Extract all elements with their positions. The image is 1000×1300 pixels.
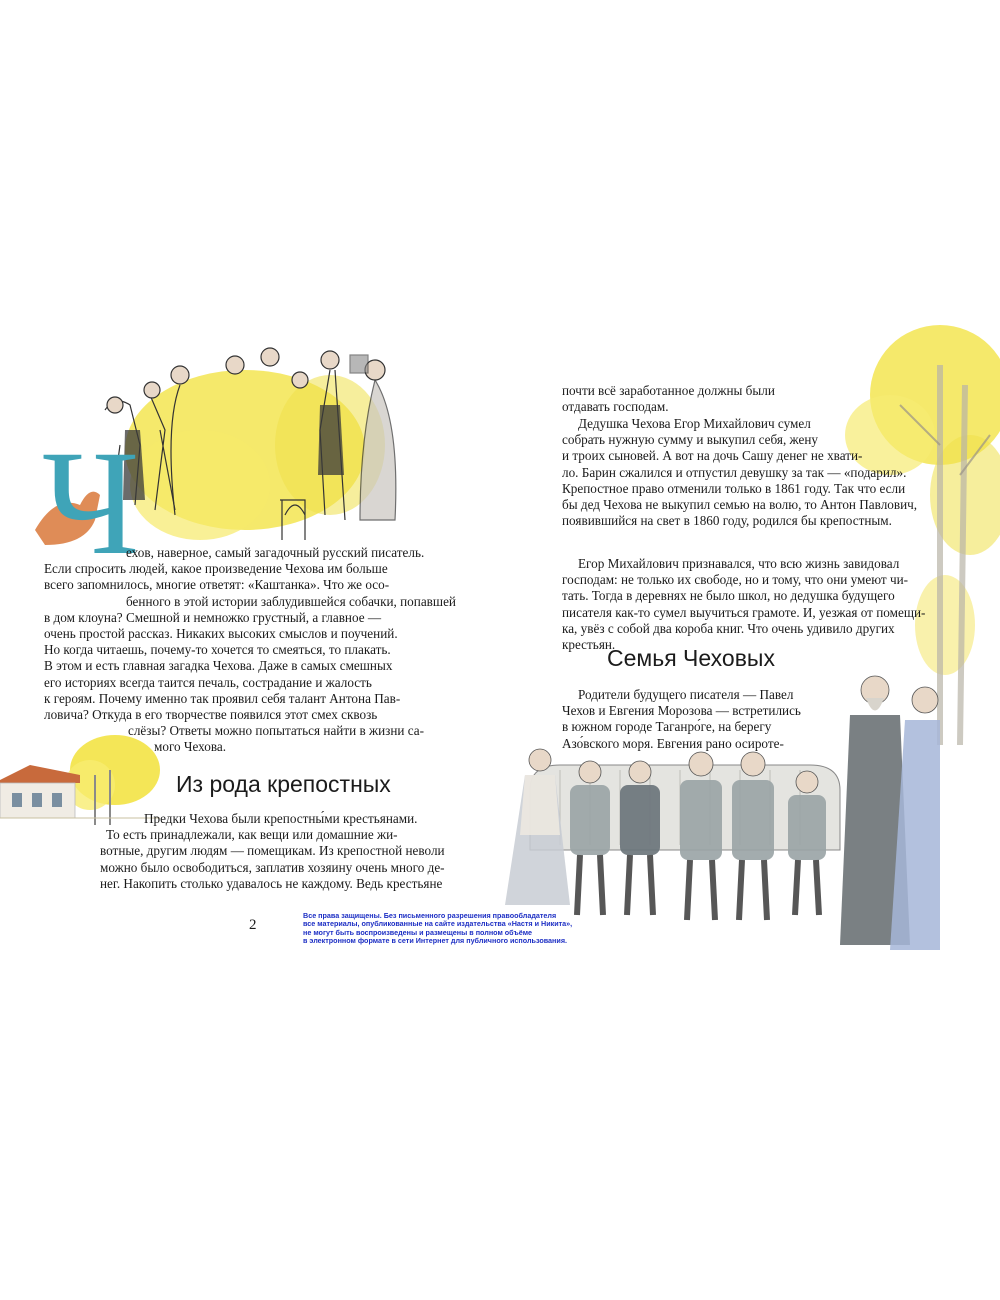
text-line: бенного в этой истории заблудившейся собачки, попавшей xyxy=(126,593,456,609)
text-line: ло. Барин сжалился и отпустил девушку за так — «подарил». xyxy=(562,464,907,480)
grandfather-paragraph xyxy=(562,416,932,529)
page-number: 2 xyxy=(249,917,257,933)
text-line: слёзы? Ответы можно попытаться найти в жизни са- xyxy=(128,723,425,739)
text-line: нег. Накопить столько удавалось не каждому. Ведь крестьяне xyxy=(100,875,443,891)
text-line: Крепостное право отменили только в 1861 году. Так что если xyxy=(562,480,906,496)
text-line: и троих сыновей. А вот на дочь Сашу денег не хвати- xyxy=(562,448,863,464)
intro-paragraph xyxy=(44,545,456,756)
text-line: вотные, другим людям — помещикам. Из крепостной неволи xyxy=(100,843,445,859)
text-line: отдавать господам. xyxy=(562,399,669,415)
text-line: в дом клоуна? Смешной и немножко грустный, а главное — xyxy=(44,609,382,625)
serfs-paragraph xyxy=(100,811,445,892)
text-line: Азо́вского моря. Евгения рано осироте- xyxy=(562,735,784,751)
copyright-line: не могут быть воспроизведены и размещены в полном объёме xyxy=(303,927,533,937)
text-line: очень простой рассказ. Никаких высоких смыслов и поучений. xyxy=(44,626,398,642)
text-line: можно было освободиться, заплатив хозяину очень много де- xyxy=(100,859,445,875)
text-line: В этом и есть главная загадка Чехова. Даже в самых смешных xyxy=(44,658,393,674)
text-line: ловича? Откуда в его творчестве появился этот смех сквозь xyxy=(44,707,378,723)
right-page xyxy=(500,0,1000,1300)
text-line: Дедушка Чехова Егор Михайлович сумел xyxy=(578,416,811,431)
text-line: тать. Тогда в деревнях не было школ, но дедушка будущего xyxy=(562,588,895,604)
text-line: ехов, наверное, самый загадочный русский писатель. xyxy=(126,545,425,560)
text-line: писателя как-то сумел выучиться грамоте. И, уезжая от помещи- xyxy=(562,604,926,620)
text-line: почти всё заработанное должны были xyxy=(562,383,775,398)
text-line: ка, увёз с собой два короба книг. Что очень удивило других xyxy=(562,620,895,636)
text-line: Родители будущего писателя — Павел xyxy=(578,687,794,702)
text-line: всего запомнилось, многие ответят: «Каштанка». Что же осо- xyxy=(44,577,390,593)
copyright-line: Все права защищены. Без письменного разрешения правообладателя xyxy=(303,911,557,920)
copyright-line: все материалы, опубликованные на сайте издательства «Настя и Никита», xyxy=(303,919,573,929)
text-line: Чехов и Евгения Морозова — встретились xyxy=(562,703,801,719)
text-line: Егор Михайлович признавался, что всю жизнь завидовал xyxy=(578,556,900,571)
text-line: его историях всегда таится печаль, сострадание и жалость xyxy=(44,674,372,690)
text-line: бы дед Чехова не выкупил семью на волю, то Антон Павлович, xyxy=(562,497,918,513)
text-line: крестьян. xyxy=(562,637,616,653)
text-line: собрать нужную сумму и выкупил себя, жену xyxy=(562,432,819,448)
text-line: Но когда читаешь, почему-то хочется то смеяться, то плакать. xyxy=(44,642,391,658)
text-line: господам: не только их свободе, но и тому, что они умеют чи- xyxy=(562,572,909,588)
copyright-line: в электронном формате в сети Интернет для публичного использования. xyxy=(303,936,568,946)
text-line: в южном городе Таганро́ге, на берегу xyxy=(562,719,772,735)
continued-paragraph xyxy=(562,383,832,415)
section-heading-family: Семья Чеховых xyxy=(607,645,775,671)
literacy-paragraph xyxy=(562,556,932,653)
text-line: к героям. Почему именно так проявил себя талант Антона Пав- xyxy=(44,690,401,706)
text-line: Если спросить людей, какое произведение Чехова им больше xyxy=(44,561,388,577)
section-heading-serfs: Из рода крепостных xyxy=(176,771,391,797)
text-line: То есть принадлежали, как вещи или домашние жи- xyxy=(106,827,398,843)
text-line: появившийся на свет в 1860 году, родился бы крепостным. xyxy=(562,513,892,529)
text-line: Предки Чехова были крепостны́ми крестьянами. xyxy=(144,811,418,826)
family-illustration xyxy=(470,660,940,955)
drop-cap: Ч xyxy=(42,420,140,586)
text-line: мого Чехова. xyxy=(154,739,227,755)
